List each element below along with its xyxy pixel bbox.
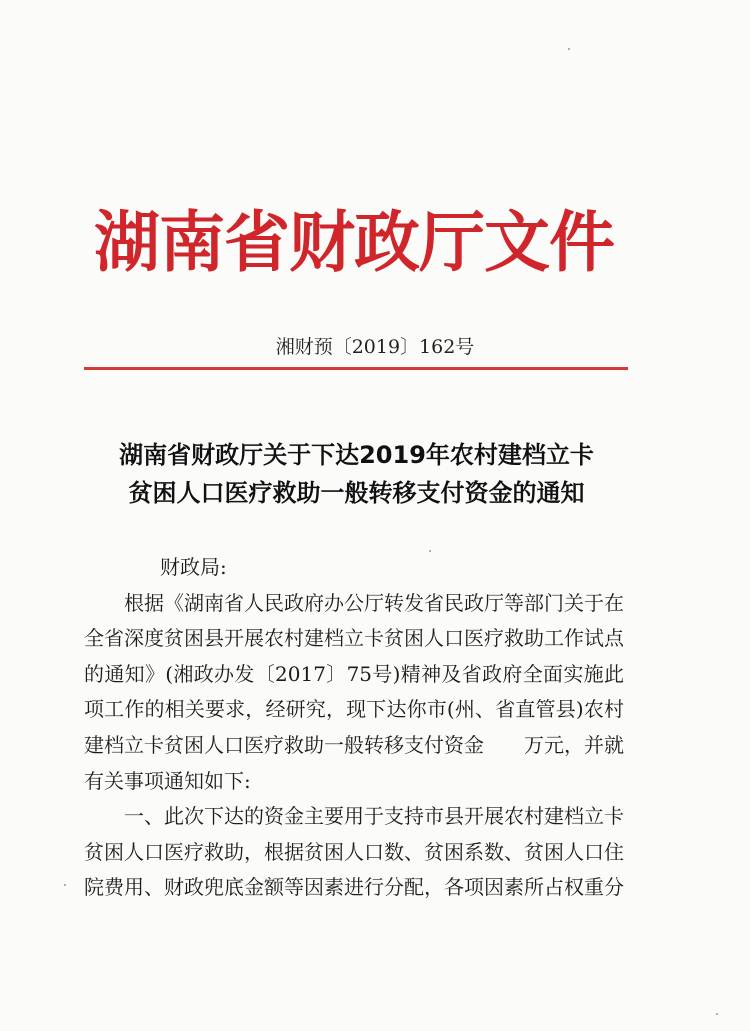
notice-body — [84, 550, 624, 906]
scan-speck — [64, 884, 66, 886]
body-paragraph-1: 根据《湖南省人民政府办公厅转发省民政厅等部门关于在全省深度贫困县开展农村建档立卡贫困人口医疗救助工作试点的通知》(湘政办发〔2017〕75号)精神及省政府全面实施此项工作的相关要求，经研究，现下达你市(州、省直管县)农村建档立卡贫困人口医疗救助一般转移支付资金 万元，并就有关事项通知如下: — [84, 590, 624, 793]
notice-title — [84, 436, 629, 512]
document-header-title: 湖南省财政厅文件 — [94, 204, 614, 281]
scan-speck — [429, 550, 431, 552]
document-number: 湘财预〔2019〕162号 — [275, 336, 475, 358]
scan-speck — [716, 1013, 718, 1015]
scan-speck — [568, 48, 570, 50]
red-divider-line — [84, 367, 628, 370]
salutation: 财政局: — [160, 555, 227, 579]
notice-title-line-2: 贫困人口医疗救助一般转移支付资金的通知 — [128, 479, 585, 507]
body-paragraph-2: 一、此次下达的资金主要用于支持市县开展农村建档立卡贫困人口医疗救助，根据贫困人口数、贫困系数、贫困人口住院费用、财政兜底金额等因素进行分配，各项因素所占权重分 — [84, 804, 624, 900]
notice-title-line-1: 湖南省财政厅关于下达2019年农村建档立卡 — [119, 441, 594, 469]
